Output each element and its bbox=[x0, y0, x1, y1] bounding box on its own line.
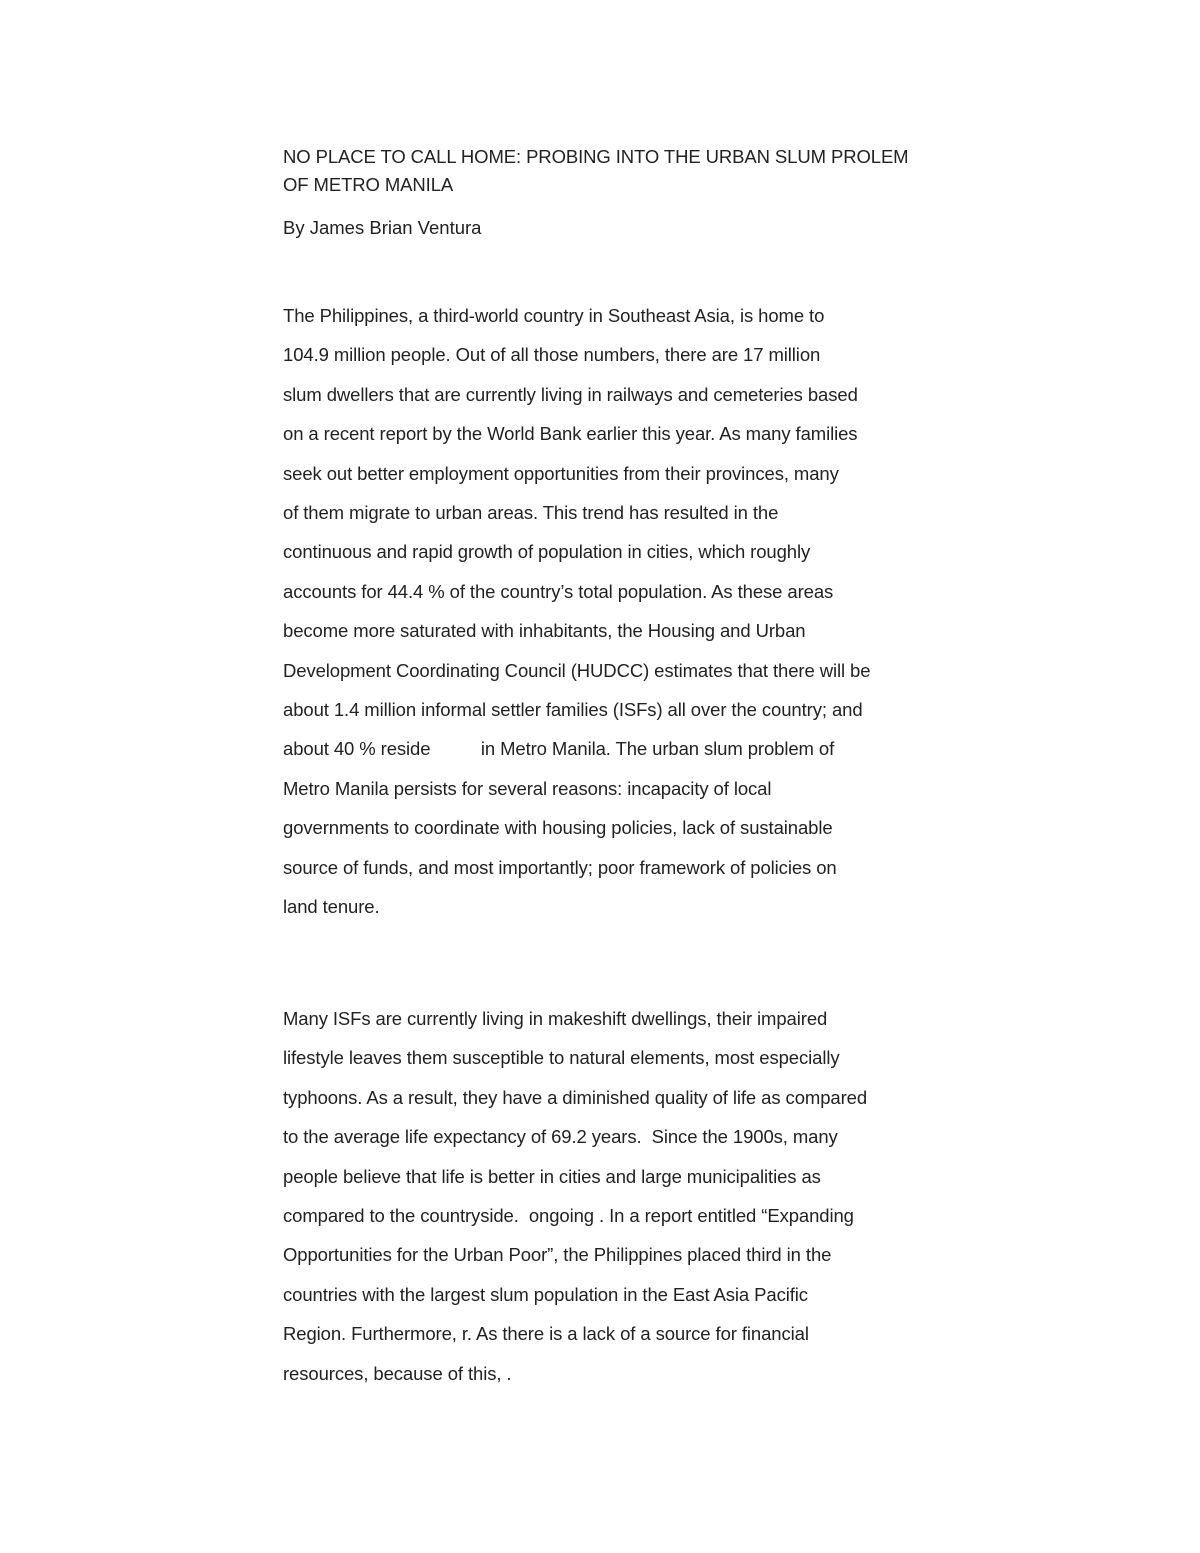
paragraph-line: accounts for 44.4 % of the country’s total population. As these areas bbox=[283, 580, 834, 602]
paragraph-1 bbox=[283, 296, 943, 927]
title-line: NO PLACE TO CALL HOME: PROBING INTO THE URBAN SLUM PROLEM bbox=[283, 146, 909, 167]
paragraph-line: Development Coordinating Council (HUDCC) estimates that there will be bbox=[283, 659, 871, 681]
paragraph-line: Region. Furthermore, r. As there is a lack of a source for financial bbox=[283, 1323, 809, 1345]
paragraph-line: become more saturated with inhabitants, the Housing and Urban bbox=[283, 620, 806, 642]
paragraph-line: Metro Manila persists for several reasons: incapacity of local bbox=[283, 777, 772, 799]
paragraph-line: 104.9 million people. Out of all those numbers, there are 17 million bbox=[283, 344, 821, 366]
paragraph-line: typhoons. As a result, they have a diminished quality of life as compared bbox=[283, 1086, 868, 1108]
paragraph-line: governments to coordinate with housing policies, lack of sustainable bbox=[283, 817, 833, 839]
paragraph-line: land tenure. bbox=[283, 896, 380, 918]
title-line: OF METRO MANILA bbox=[283, 174, 454, 195]
paragraph-2 bbox=[283, 999, 943, 1393]
paragraph-line: about 40 % reside in Metro Manila. The urban slum problem of bbox=[283, 738, 835, 760]
paragraph-line: Opportunities for the Urban Poor”, the Philippines placed third in the bbox=[283, 1244, 832, 1266]
paragraph-line: to the average life expectancy of 69.2 years. Since the 1900s, many bbox=[283, 1126, 838, 1148]
paragraph-line: source of funds, and most importantly; poor framework of policies on bbox=[283, 856, 837, 878]
paragraph-line: resources, because of this, . bbox=[283, 1362, 512, 1384]
paragraph-line: people believe that life is better in cities and large municipalities as bbox=[283, 1165, 821, 1187]
paragraph-line: countries with the largest slum population in the East Asia Pacific bbox=[283, 1283, 808, 1305]
paragraph-line: The Philippines, a third-world country in Southeast Asia, is home to bbox=[283, 305, 825, 326]
document-title bbox=[283, 143, 923, 199]
paragraph-line: about 1.4 million informal settler families (ISFs) all over the country; and bbox=[283, 699, 863, 721]
paragraph-line: on a recent report by the World Bank earlier this year. As many families bbox=[283, 423, 858, 445]
paragraph-line: of them migrate to urban areas. This trend has resulted in the bbox=[283, 502, 779, 524]
paragraph-line: lifestyle leaves them susceptible to natural elements, most especially bbox=[283, 1047, 840, 1069]
author-byline: By James Brian Ventura bbox=[283, 217, 482, 238]
paragraph-line: compared to the countryside. ongoing . In a report entitled “Expanding bbox=[283, 1205, 854, 1227]
paragraph-line: Many ISFs are currently living in makeshift dwellings, their impaired bbox=[283, 1008, 828, 1029]
paragraph-line: seek out better employment opportunities from their provinces, many bbox=[283, 462, 839, 484]
paragraph-line: continuous and rapid growth of population in cities, which roughly bbox=[283, 541, 811, 563]
paragraph-line: slum dwellers that are currently living in railways and cemeteries based bbox=[283, 383, 858, 405]
